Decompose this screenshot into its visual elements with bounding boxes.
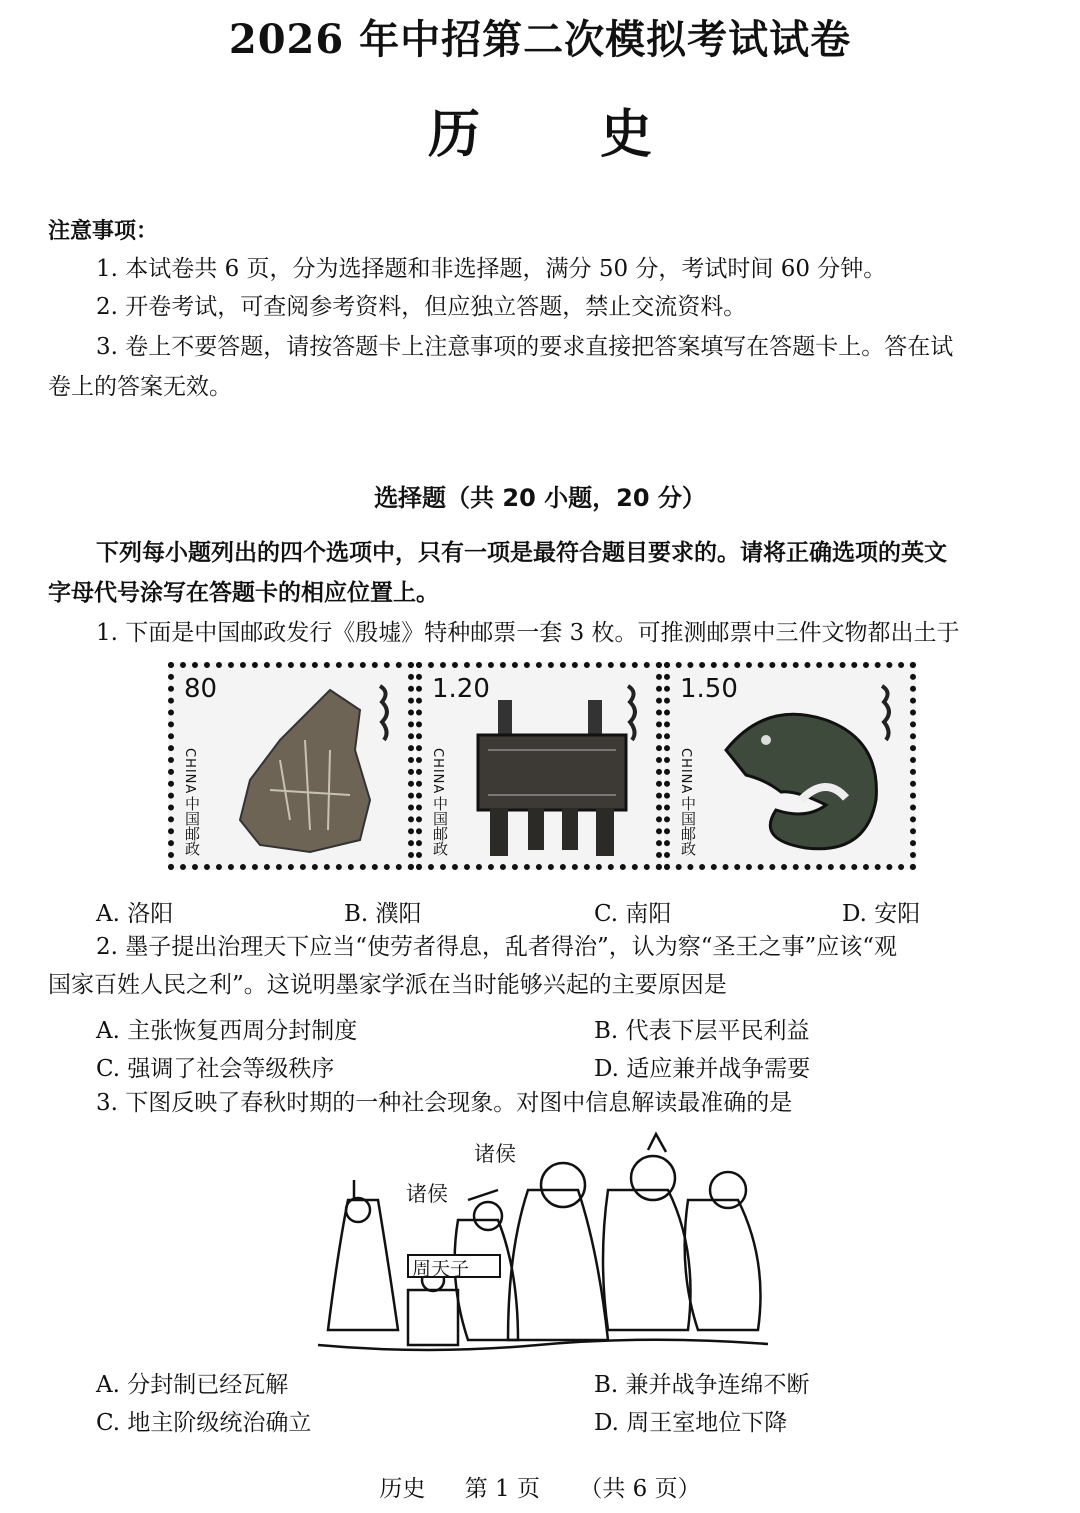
label-lord-left: 诸侯 xyxy=(406,1182,448,1206)
stamp-bronze-ding xyxy=(416,662,662,870)
q2-option-b: B. 代表下层平民利益 xyxy=(594,1018,810,1044)
stamp-jade-dragon xyxy=(664,662,916,870)
footer-subject: 历史 xyxy=(379,1476,426,1502)
cartoon-illustration xyxy=(308,1130,778,1358)
stamp-set xyxy=(168,662,916,870)
stamp-value: 1.50 xyxy=(680,674,738,704)
stamp-oracle-bone xyxy=(168,662,414,870)
q2-option-a: A. 主张恢复西周分封制度 xyxy=(96,1018,358,1044)
q3-option-d: D. 周王室地位下降 xyxy=(594,1410,788,1436)
q2-option-d: D. 适应兼并战争需要 xyxy=(594,1056,811,1082)
stamp-country: CHINA xyxy=(678,748,693,795)
jade-dragon-image xyxy=(706,680,894,860)
notice-item-1: 1. 本试卷共 6 页，分为选择题和非选择题，满分 50 分，考试时间 60 分钟。 xyxy=(96,256,887,282)
footer-total-pages: （共 6 页） xyxy=(579,1476,701,1502)
section-instruction-cont: 字母代号涂写在答题卡的相应位置上。 xyxy=(48,580,439,606)
stamp-value: 80 xyxy=(184,674,218,704)
stamp-country: CHINA xyxy=(182,748,197,795)
stamp-value: 1.20 xyxy=(432,674,490,704)
oracle-bone-image xyxy=(210,680,398,860)
q1-option-b: B. 濮阳 xyxy=(344,901,422,927)
q3-option-a: A. 分封制已经瓦解 xyxy=(96,1372,289,1398)
exam-title: 2026 年中招第二次模拟考试试卷 xyxy=(228,16,852,63)
q3-option-c: C. 地主阶级统治确立 xyxy=(96,1410,312,1436)
stamp-post: 中国邮政 xyxy=(183,796,201,856)
q1-option-c: C. 南阳 xyxy=(594,901,672,927)
stamp-post: 中国邮政 xyxy=(679,796,697,856)
notice-item-2: 2. 开卷考试，可查阅参考资料，但应独立答题，禁止交流资料。 xyxy=(96,294,747,320)
subject-title xyxy=(0,92,1080,167)
q1-option-d: D. 安阳 xyxy=(842,901,921,927)
label-zhou-king: 周天子 xyxy=(412,1258,470,1280)
bronze-ding-image xyxy=(458,680,646,860)
stamp-post: 中国邮政 xyxy=(431,796,449,856)
stamp-country: CHINA xyxy=(430,748,445,795)
q2-option-c: C. 强调了社会等级秩序 xyxy=(96,1056,335,1082)
question-2-stem-cont: 国家百姓人民之利”。这说明墨家学派在当时能够兴起的主要原因是 xyxy=(48,972,727,998)
q1-option-a: A. 洛阳 xyxy=(96,901,174,927)
label-lord-top: 诸侯 xyxy=(474,1142,516,1166)
section-heading: 选择题（共 20 小题，20 分） xyxy=(374,484,706,512)
page-footer xyxy=(0,1470,1080,1503)
question-3-stem: 3. 下图反映了春秋时期的一种社会现象。对图中信息解读最准确的是 xyxy=(96,1090,793,1116)
question-1-stem: 1. 下面是中国邮政发行《殷墟》特种邮票一套 3 枚。可推测邮票中三件文物都出土于 xyxy=(96,620,960,646)
footer-page-number: 第 1 页 xyxy=(464,1476,540,1502)
section-instruction: 下列每小题列出的四个选项中，只有一项是最符合题目要求的。请将正确选项的英文 xyxy=(96,540,947,566)
subject-char-2: 史 xyxy=(600,104,653,165)
notice-heading: 注意事项： xyxy=(48,219,159,244)
question-2-stem: 2. 墨子提出治理天下应当“使劳者得息，乱者得治”，认为察“圣王之事”应该“观 xyxy=(96,934,898,960)
cartoon-drawing xyxy=(308,1130,778,1358)
notice-item-3-cont: 卷上的答案无效。 xyxy=(48,374,232,400)
notice-item-3: 3. 卷上不要答题，请按答题卡上注意事项的要求直接把答案填写在答题卡上。答在试 xyxy=(96,334,954,360)
subject-char-1: 历 xyxy=(427,104,480,165)
q3-option-b: B. 兼并战争连绵不断 xyxy=(594,1372,810,1398)
